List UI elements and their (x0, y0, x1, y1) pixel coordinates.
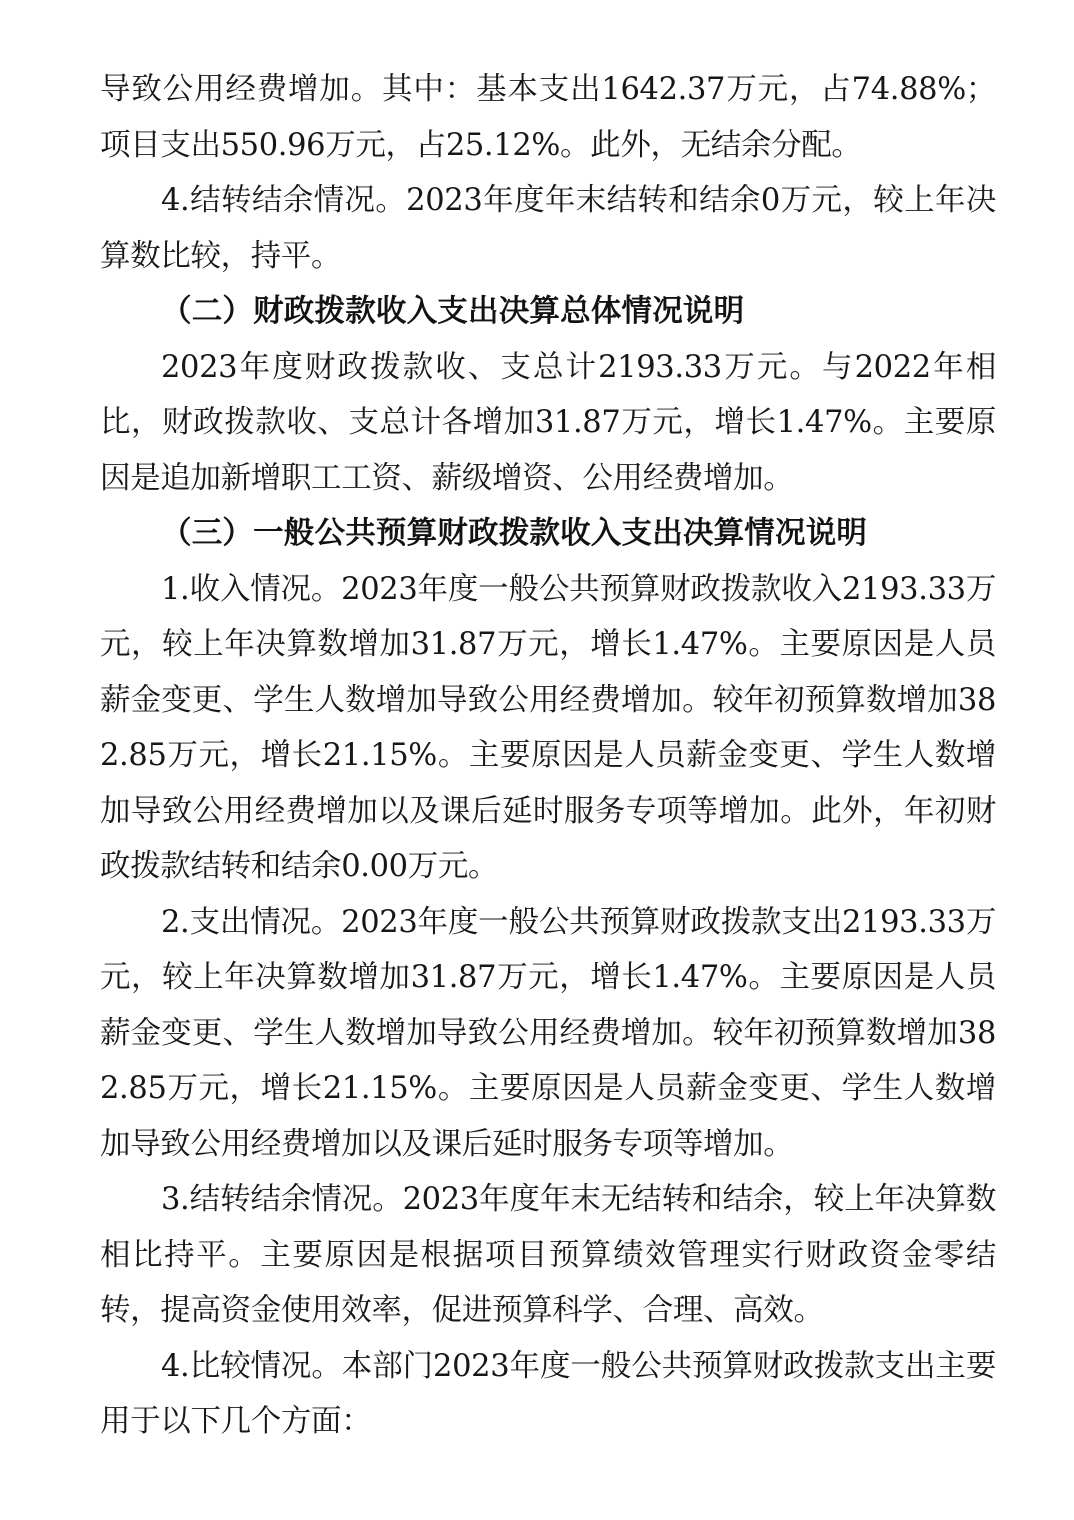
paragraph-basic-project-expenditure: 导致公用经费增加。其中：基本支出1642.37万元，占74.88%；项目支出550.96万元，占25.12%。此外，无结余分配。 (100, 72, 996, 163)
heading-general-public-budget: （三）一般公共预算财政拨款收入支出决算情况说明 (161, 515, 868, 551)
paragraph-fiscal-appropriation-total: 2023年度财政拨款收、支总计2193.33万元。与2022年相比，财政拨款收、支总计各增加31.87万元，增长1.47%。主要原因是追加新增职工工资、薪级增资、公用经费增加。 (100, 349, 996, 496)
paragraph-4-carryover-balance: 4.结转结余情况。2023年度年末结转和结余0万元，较上年决算数比较，持平。 (100, 183, 996, 274)
paragraph-3-carryover-balance: 3.结转结余情况。2023年度年末无结转和结余，较上年决算数相比持平。主要原因是根据项目预算绩效管理实行财政资金零结转，提高资金使用效率，促进预算科学、合理、高效。 (100, 1182, 996, 1328)
paragraph-4-comparison: 4.比较情况。本部门2023年度一般公共预算财政拨款支出主要用于以下几个方面： (100, 1348, 996, 1439)
document-body (100, 62, 996, 1450)
heading-fiscal-appropriation-overall: （二）财政拨款收入支出决算总体情况说明 (161, 293, 745, 329)
paragraph-1-income: 1.收入情况。2023年度一般公共预算财政拨款收入2193.33万元，较上年决算数增加31.87万元，增长1.47%。主要原因是人员薪金变更、学生人数增加导致公用经费增加。较年初预算数增加382.85万元，增长21.15%。主要原因是人员薪金变更、学生人数增加导致公用经费增加以及课后延时服务专项等增加。此外，年初财政拨款结转和结余0.00万元。 (100, 571, 996, 884)
paragraph-2-expenditure: 2.支出情况。2023年度一般公共预算财政拨款支出2193.33万元，较上年决算数增加31.87万元，增长1.47%。主要原因是人员薪金变更、学生人数增加导致公用经费增加。较年初预算数增加382.85万元，增长21.15%。主要原因是人员薪金变更、学生人数增加导致公用经费增加以及课后延时服务专项等增加。 (100, 904, 996, 1162)
